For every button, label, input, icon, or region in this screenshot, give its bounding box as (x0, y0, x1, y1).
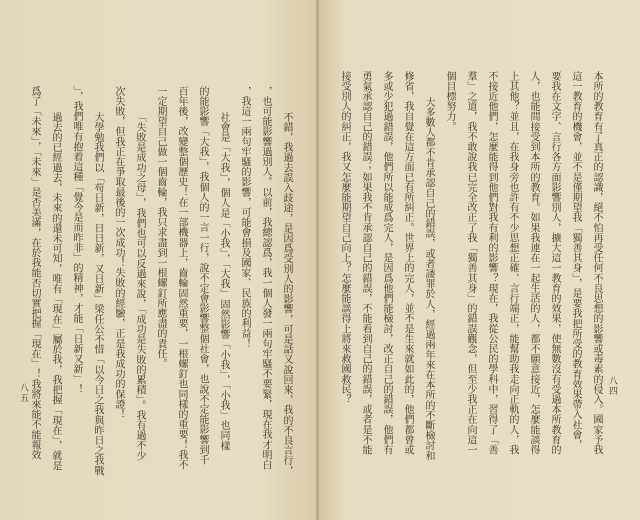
left-page-text-column: 社會是「大我」，個人是「小我」，「大我」固然影響「小我」，「小我」也同樣 (218, 112, 229, 451)
right-page-text-column: 大多數人都不肯承認自己的錯誤，或者諉罪於人，經過兩年來在本所的不斷檢討和 (423, 97, 434, 461)
left-page-text-column: 爲了「未來」，「未來」是否美滿，在於我能否切實把握「現在」！我將來能不能報效 (29, 86, 40, 460)
right-page-text-column: 上其他？並且，在我身旁也許有不少思想正確、言行端正，能幫助我走向正軌的人，我 (507, 71, 518, 455)
right-page-text-column: 羣」之道，我不敢說我已完全改正了我「獨善其身」的錯誤觀念，但至少我正在向這一 (465, 71, 476, 455)
right-page-text-column: 要我在文字、言行各方面影響別人，擴大這一教育的效果，使無數沒有受過本所教育的 (549, 71, 560, 455)
left-page-text-column: 次失敗，但我正在爭取最後的一次成功！失敗的經驗，正是我成功的保證！ (113, 86, 124, 420)
left-page-text-column: ，我這一兩句牢騷的影響，可能會損及國家、民族的利益！ (239, 86, 250, 349)
left-page-text-column: 大學勉我們以「苟日新，日日新，又日新」梁任公不惜「以今日之我與昨日之我戰 (92, 112, 103, 476)
page-number-left: 八五 (18, 383, 28, 403)
right-page-text-column: 修省，我自覺在這方面已有所糾正。世界上的完人，並不是生來就如此的，他們都曾或 (402, 71, 413, 455)
right-page-text-column: 人，也能間接受到本所的教育。如果我連在一起生活的人，都不願意接近，怎麼能談得 (528, 71, 539, 455)
left-page-text-column: 「失敗是成功之母」，我們也可以反過來說，「成功是失敗的累積」。我有過不少 (134, 112, 145, 461)
right-page-text-column: 個目標努力。 (444, 71, 455, 132)
left-page-text-column: 」，我們唯有抱着這種「覺今是而昨非」的精神，才能「日新又新」！ (71, 86, 82, 395)
left-page-text-column: 一定期望自己做一個齒輪，我只求盡到一根螺釘所應盡的責任。 (155, 86, 166, 369)
right-page-text-column: 勇氣承認自己的錯誤；如果我不肯承認自己的錯誤，不能看到自己的錯誤，或者是不能 (360, 71, 371, 455)
right-page-text-column: 多或少犯過錯誤，他們所以能成爲完人，是因爲他們能檢討，改正自己的錯誤，他們有 (381, 71, 392, 455)
right-page-text-column: 本所的教育有了真正的認識，絕不怕再受任何不良思想的影響或毒素的侵入。國家予我 (591, 71, 602, 455)
page-number-right: 八四 (607, 376, 617, 396)
left-page-text-column: ，也可能影響過別人。以前，我總認爲，我一個人發一兩句牢騷不要緊，現在我才明白 (260, 86, 271, 470)
right-page-text-column: 這一教育的機會，並不是僅期望我「獨善其身」，是要我把所受的教育效果帶入社會， (570, 71, 581, 450)
left-page-text-column: 的能影響「大我」，我個人的一言一行，說不定會影響整個社會，也說不定能影響到千 (197, 86, 208, 465)
right-page-text-column: 不接近他們，怎麼能得到他們對我有利的影響？現在，我從公民的學科中，習得了「善 (486, 71, 497, 455)
right-page-text-column: 接受別人的糾正，我又怎麼能期望自己向上？怎麼能談得上將來救國救民？ (339, 71, 350, 405)
left-page-text-column: 不錯，我過去誤入歧途，是因爲受別人的影響，可是話又說回來，我的不良言行， (281, 112, 292, 476)
left-page-text-column: 過去的已經過去，未來的還未可知，唯有「現在」屬於我，我把握「現在」，就是 (50, 112, 61, 471)
left-page-text-column: 百年後，改變整個歷史！在一部機器上，齒輪固然重要，一根螺釘也同樣的重要！我不 (176, 86, 187, 470)
book-gutter (316, 0, 319, 520)
